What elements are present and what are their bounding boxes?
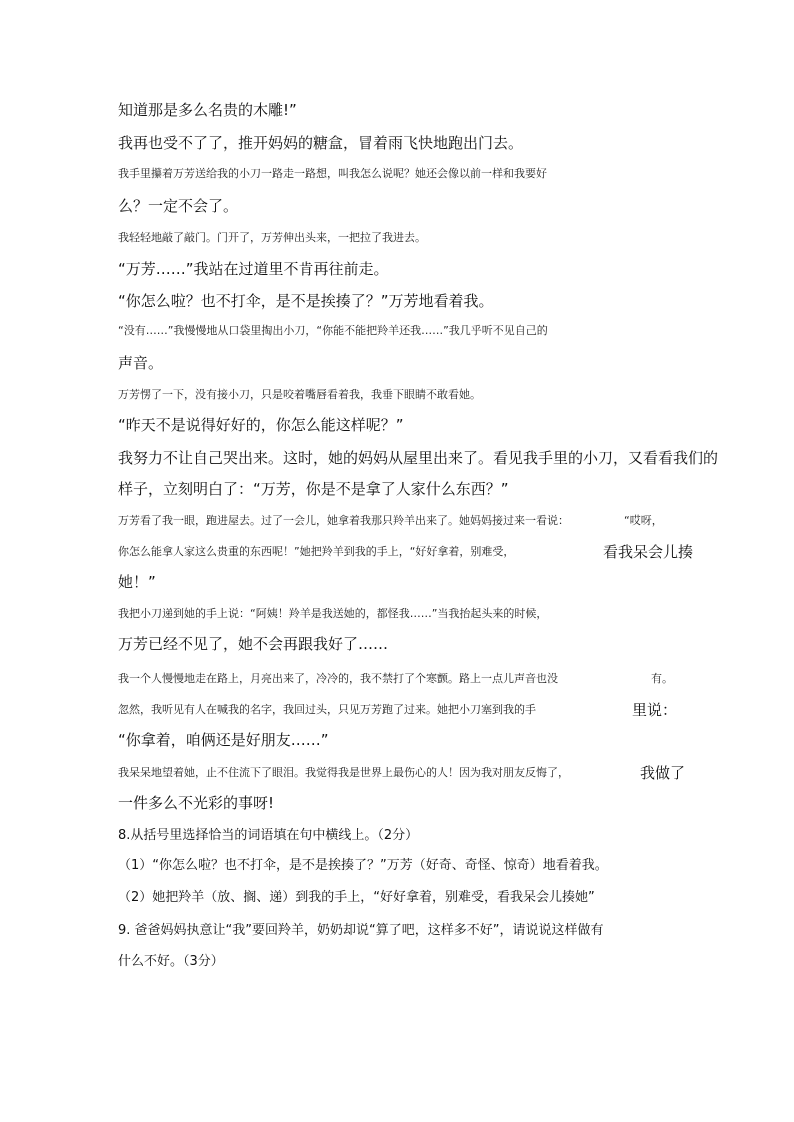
text-line: “哎呀， [624, 514, 663, 527]
text-line: 万芳看了我一眼，跑进屋去。过了一会儿，她拿着我那只羚羊出来了。她妈妈接过来一看说： [118, 514, 569, 527]
text-line: “你拿着，咱俩还是好朋友……” [118, 731, 329, 749]
text-line: 知道那是多么名贵的木雕!” [118, 101, 297, 119]
question-heading: 什么不好。（3分） [118, 954, 224, 969]
text-line: 她！” [118, 573, 156, 591]
text-line: 么？一定不会了。 [118, 197, 239, 215]
text-line: 忽然，我听见有人在喊我的名字，我回过头，只见万芳跑了过来。她把小刀塞到我的手 [118, 703, 536, 716]
text-line: 万芳愣了一下，没有接小刀，只是咬着嘴唇看着我，我垂下眼睛不敢看她。 [118, 388, 481, 401]
text-line: 你怎么能拿人家这么贵重的东西呢！”她把羚羊到我的手上，“好好拿着，别难受， [118, 545, 515, 558]
text-line: 我再也受不了了，推开妈妈的糖盒，冒着雨飞快地跑出门去。 [118, 134, 524, 152]
question-heading: 9. 爸爸妈妈执意让“我”要回羚羊，奶奶却说“算了吧，这样多不好”，请说说这样做有 [118, 923, 604, 938]
text-line: 我把小刀递到她的手上说：“阿姨！羚羊是我送她的，都怪我……”当我抬起头来的时候， [118, 607, 548, 620]
text-line: “万芳……”我站在过道里不肯再往前走。 [118, 260, 389, 278]
text-line: 看我呆会儿揍 [603, 543, 694, 561]
text-line: “昨天不是说得好好的，你怎么能这样呢？” [118, 416, 404, 434]
text-line: “没有……”我慢慢地从口袋里掏出小刀，“你能不能把羚羊还我……”我几乎听不见自己的 [118, 324, 548, 337]
text-line: 我努力不让自己哭出来。这时，她的妈妈从屋里出来了。看见我手里的小刀，又看看我们的 [118, 449, 719, 467]
text-line: 我呆呆地望着她，止不住流下了眼泪。我觉得我是世界上最伤心的人！因为我对朋友反悔了， [118, 766, 569, 779]
text-line: 有。 [651, 672, 673, 685]
text-line: “你怎么啦？也不打伞，是不是挨揍了？”万芳地看着我。 [118, 292, 494, 310]
text-line: 我做了 [640, 764, 686, 782]
question-item: （1）“你怎么啦？也不打伞，是不是挨揍了？”万芳（好奇、奇怪、惊奇）地看着我。 [118, 858, 608, 873]
question-heading: 8.从括号里选择恰当的词语填在句中横线上。（2分） [118, 828, 419, 843]
question-item: （2）她把羚羊（放、搁、递）到我的手上，“好好拿着，别难受，看我呆会儿揍她” [118, 890, 595, 905]
text-line: 我轻轻地敲了敲门。门开了，万芳伸出头来，一把拉了我进去。 [118, 231, 426, 244]
text-line: 一件多么不光彩的事呀! [118, 794, 275, 812]
text-line: 样子，立刻明白了：“万芳，你是不是拿了人家什么东西？” [118, 480, 509, 498]
text-line: 万芳已经不见了，她不会再跟我好了…… [118, 635, 389, 653]
text-line: 我手里攥着万芳送给我的小刀一路走一路想，叫我怎么说呢？她还会像以前一样和我要好 [118, 167, 547, 180]
text-line: 我一个人慢慢地走在路上，月亮出来了，冷冷的，我不禁打了个寒颤。路上一点儿声音也没 [118, 672, 558, 685]
text-line: 里说： [632, 701, 678, 719]
text-line: 声音。 [118, 354, 164, 372]
